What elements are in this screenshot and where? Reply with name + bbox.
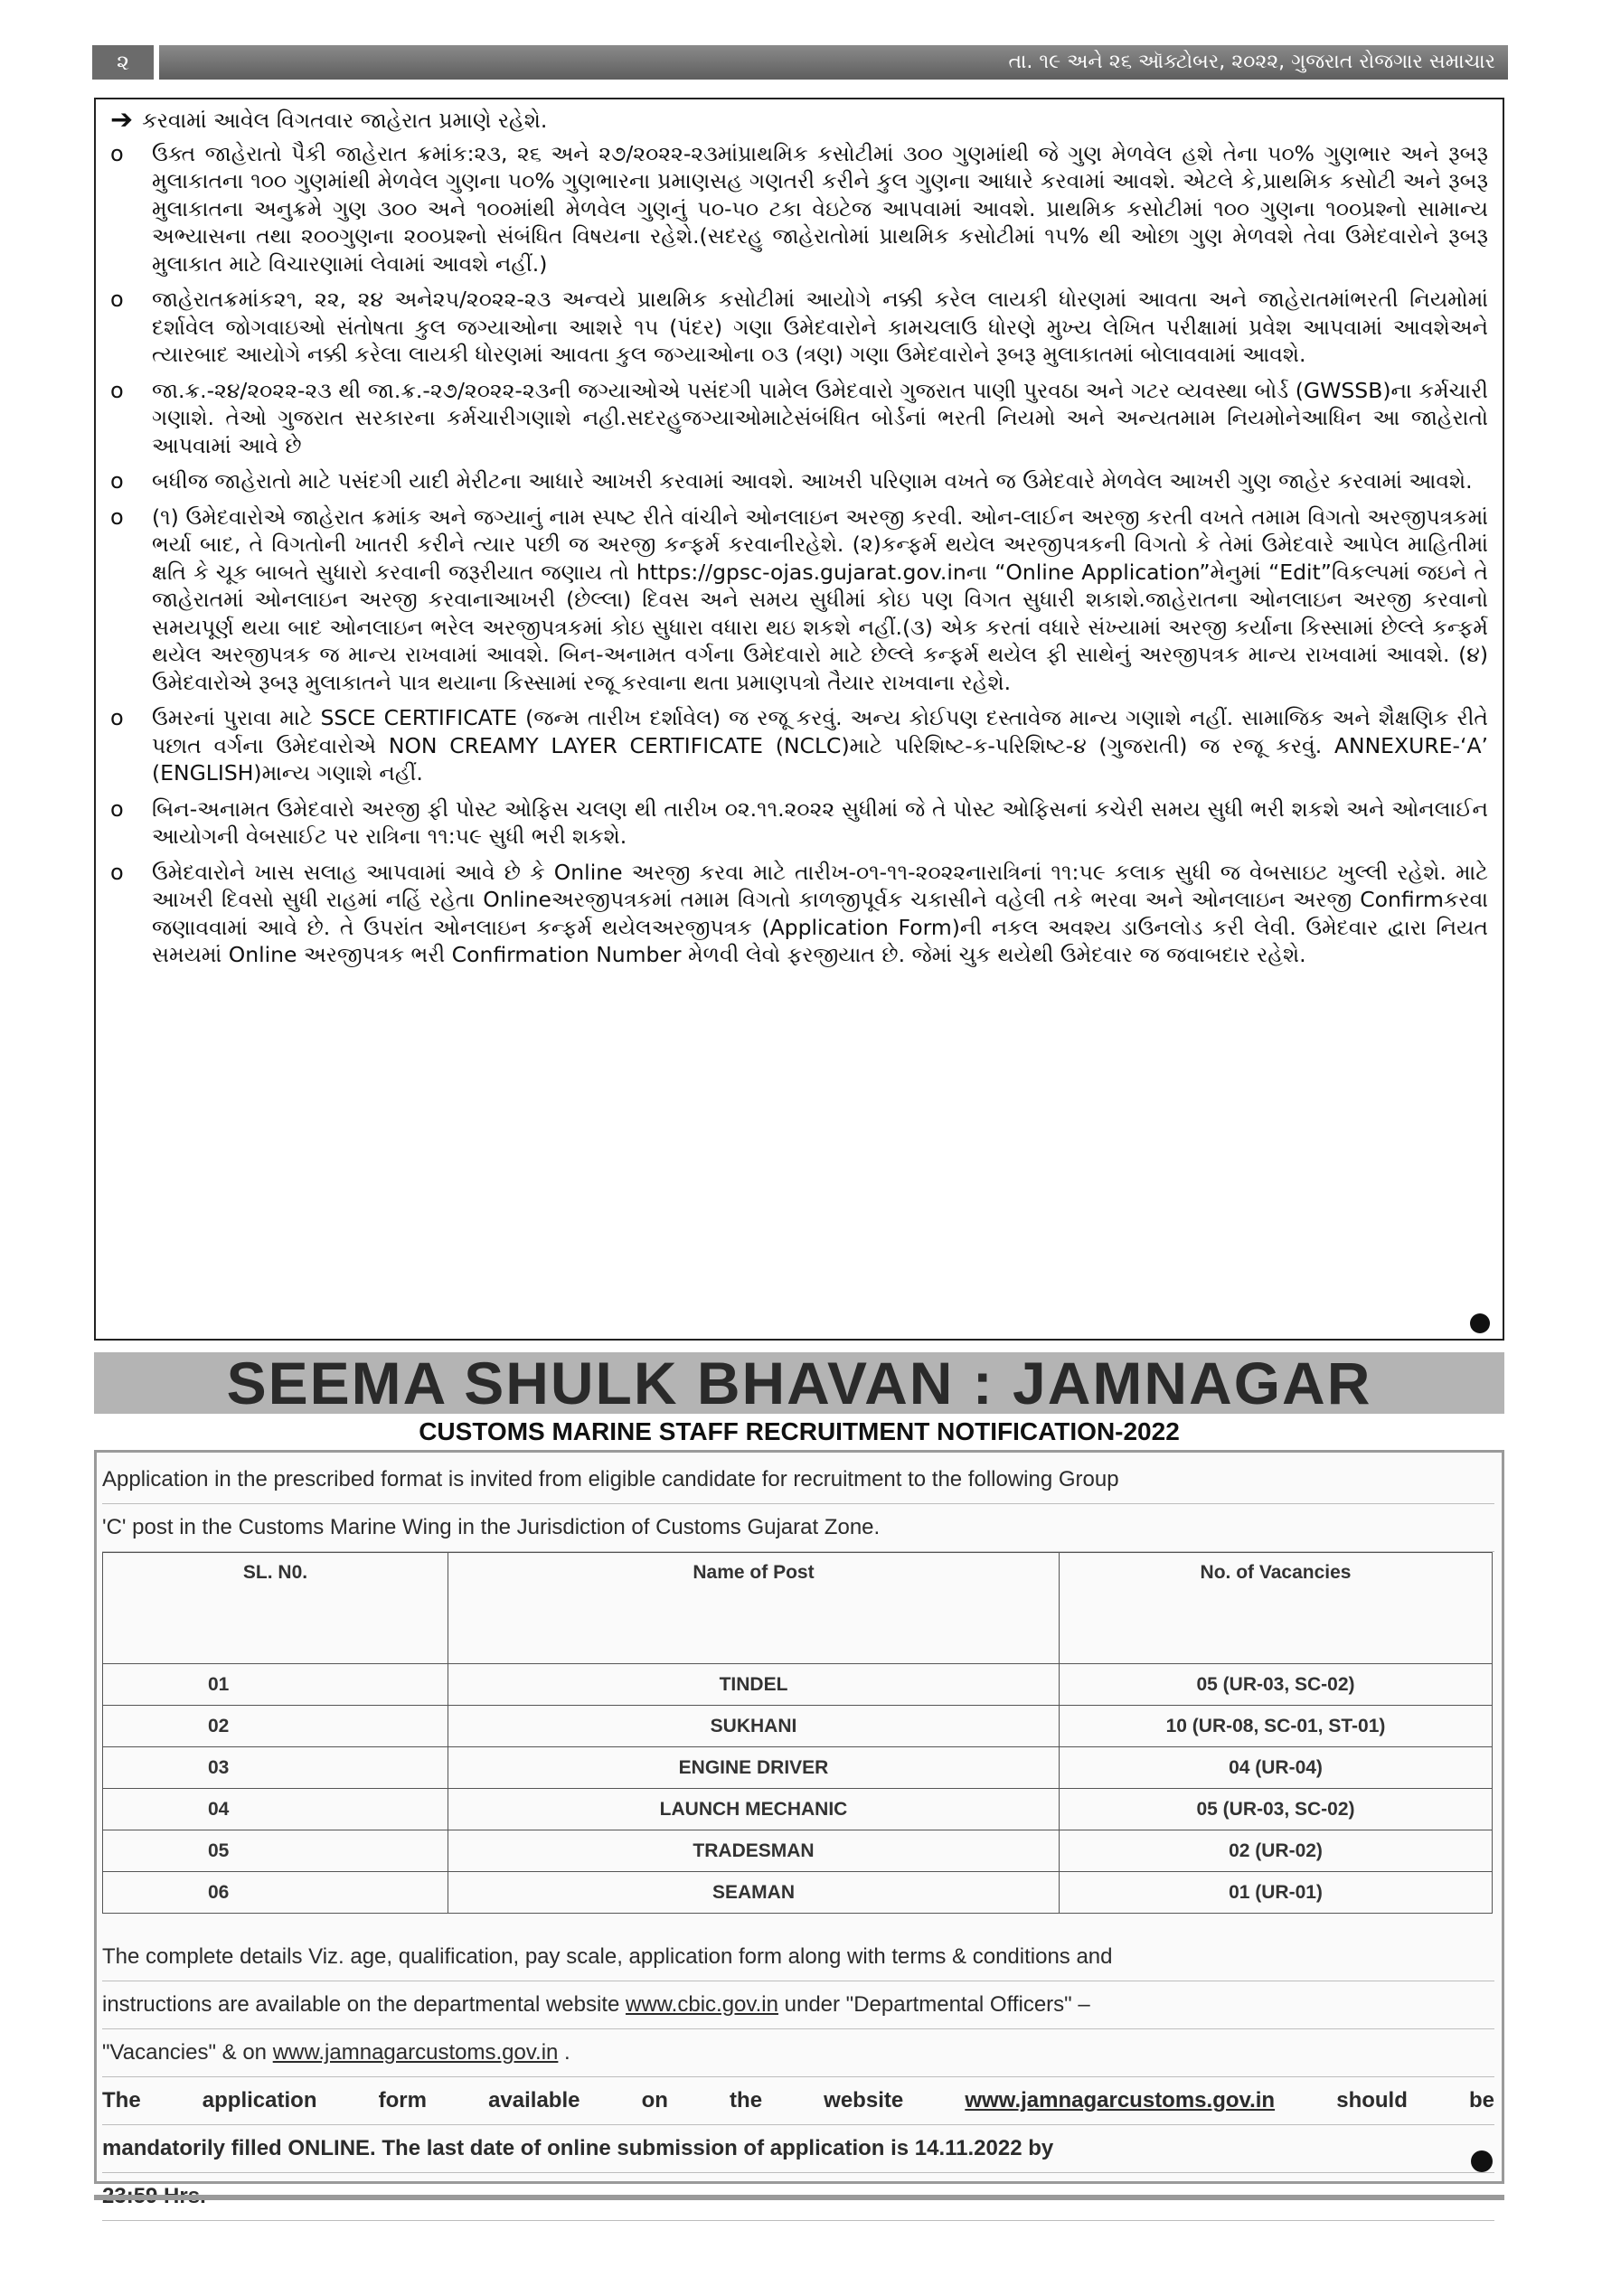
cell-post: TINDEL [448, 1664, 1060, 1706]
header-post-name: Name of Post [448, 1553, 1060, 1664]
list-item-text: ઉમેદવારોને ખાસ સલાહ આપવામાં આવે છે કે Online અરજી કરવા માટે તારીખ-૦૧-૧૧-૨૦૨૨નારાત્રિનાં ૧૧:૫૯ કલાક સુધી જ વેબસાઇટ ખુલ્લી રહેશે. માટે આખરી દિવસો સુધી રાહમાં નહિં રહેતા Onlineઅરજીપત્રકમાં તમામ વિગતો કાળજીપૂર્વક ચકાસીને વહેલી તકે ભરવા અને ઓનલાઇન અરજી Confirmકરવા જણાવવામાં આવે છે. તે ઉપરાંત ઓનલાઇન કન્ફર્મ થયેલઅરજીપત્રક (Application Form)ની નકલ અવશ્ય ડાઉનલોડ કરી લેવી. ઉમેદવાર દ્વારા નિયત સમયમાં Online અરજીપત્રક ભરી Confirmation Number મેળવી લેવો ફરજીયાત છે. જેમાં ચુક થયેથી ઉમેદવાર જ જવાબદાર રહેશે. [152, 859, 1488, 967]
intro-text: કરવામાં આવેલ વિગતવાર જાહેરાત પ્રમાણે રહેશે. [142, 108, 548, 133]
footer-text: should be [1275, 2088, 1495, 2113]
instruction-list [110, 140, 1488, 969]
page-number: ૨ [92, 45, 154, 80]
bottom-rule [94, 2195, 1504, 2200]
cell-sl: 03 [103, 1747, 448, 1789]
end-marker-dot [1470, 1313, 1490, 1333]
table-row [103, 1789, 1493, 1830]
table-header-row [103, 1553, 1493, 1664]
table-row [103, 1706, 1493, 1747]
bullet-mark: o [110, 705, 124, 730]
gujarati-instructions-box [94, 98, 1504, 1341]
cell-vacancies: 01 (UR-01) [1060, 1872, 1493, 1914]
intro-line [110, 104, 1488, 136]
list-item [110, 859, 1488, 969]
banner-title: SEEMA SHULK BHAVAN : JAMNAGAR [94, 1352, 1504, 1414]
bullet-mark: o [110, 140, 124, 166]
header-sl-no: SL. N0. [103, 1553, 448, 1664]
intro-line-1: Application in the prescribed format is invited from eligible candidate for recruitment to the following Group [102, 1456, 1494, 1504]
intro-line-2: 'C' post in the Customs Marine Wing in the Jurisdiction of Customs Gujarat Zone. [102, 1504, 1494, 1552]
cell-sl: 06 [103, 1872, 448, 1914]
bullet-mark: o [110, 795, 124, 822]
cell-post: LAUNCH MECHANIC [448, 1789, 1060, 1830]
list-item [110, 286, 1488, 369]
jamnagar-customs-link[interactable]: www.jamnagarcustoms.gov.in [272, 2040, 559, 2065]
list-item [110, 377, 1488, 460]
list-item-text: બિન-અનામત ઉમેદવારો અરજી ફી પોસ્ટ ઓફિસ ચલણ થી તારીખ ૦૨.૧૧.૨૦૨૨ સુધીમાં જે તે પોસ્ટ ઓફિસનાં કચેરી સમય સુધી ભરી શકશે અને ઓનલાઈન આયોગની વેબસાઈટ પર રાત્રિના ૧૧:૫૯ સુધી ભરી શકશે. [152, 795, 1488, 849]
cbic-website-link[interactable]: www.cbic.gov.in [626, 1992, 778, 2017]
table-row [103, 1872, 1493, 1914]
table-row [103, 1664, 1493, 1706]
bullet-mark: o [110, 859, 124, 885]
running-header: તા. ૧૯ અને ૨૬ ઑક્ટોબર, ૨૦૨૨, ગુજરાત રોજગાર સમાચાર [159, 45, 1508, 80]
footer-text: "Vacancies" & on [102, 2040, 273, 2065]
cell-post: SUKHANI [448, 1706, 1060, 1747]
cell-sl: 02 [103, 1706, 448, 1747]
cell-post: TRADESMAN [448, 1830, 1060, 1872]
list-item [110, 795, 1488, 851]
cell-sl: 01 [103, 1664, 448, 1706]
bullet-mark: o [110, 287, 124, 312]
end-marker-dot [1471, 2150, 1493, 2172]
footer-text: The application form available on the website [102, 2088, 966, 2113]
arrow-icon: ➔ [110, 104, 134, 136]
list-item-text: ઉક્ત જાહેરાતો પૈકી જાહેરાત ક્રમાંક:૨૩, ૨૬ અને ૨૭/૨૦૨૨-૨૩માંપ્રાથમિક કસોટીમાં ૩૦૦ ગુણમાંથી જે ગુણ મેળવેલ હશે તેના ૫૦% ગુણભાર અને રૂબરૂ મુલાકાતના ૧૦૦ ગુણમાંથી મેળવેલ ગુણના ૫૦% ગુણભારના પ્રમાણસહ ગણતરી કરીને કુલ ગુણના આધારે કરવામાં આવશે. એટલે કે,પ્રાથમિક કસોટી અને રૂબરૂ મુલાકાતના અનુક્રમે ગુણ ૩૦૦ અને ૧૦૦માંથી મેળવેલ ગુણનું ૫૦-૫૦ ટકા વેઇટેજ આપવામાં આવશે. પ્રાથમિક કસોટીમાં ૧૦૦ ગુણના ૧૦૦પ્રશ્નો સામાન્ય અભ્યાસના તથા ૨૦૦ગુણના ૨૦૦પ્રશ્નો સંબંધિત વિષયના રહેશે.(સદરહુ જાહેરાતોમાં પ્રાથમિક કસોટીમાં ૧૫% થી ઓછા ગુણ મેળવશે તેવા ઉમેદવારોને રૂબરૂ મુલાકાત માટે વિચારણામાં લેવામાં આવશે નહીં.) [152, 140, 1488, 277]
footer-line-2 [102, 1981, 1494, 2029]
header-vacancies: No. of Vacancies [1060, 1553, 1493, 1664]
notice-intro [102, 1456, 1494, 1552]
list-item [110, 140, 1488, 278]
cell-sl: 04 [103, 1789, 448, 1830]
footer-line-5: mandatorily filled ONLINE. The last date of online submission of application is 14.11.2022 by [102, 2125, 1494, 2173]
list-item [110, 467, 1488, 495]
bullet-mark: o [110, 503, 124, 530]
notification-subtitle: CUSTOMS MARINE STAFF RECRUITMENT NOTIFICATION-2022 [419, 1417, 1180, 1445]
footer-line-4 [102, 2077, 1494, 2125]
list-item-text: જાહેરાતક્રમાંક૨૧, ૨૨, ૨૪ અને૨૫/૨૦૨૨-૨૩ અન્વયે પ્રાથમિક કસોટીમાં આયોગે નક્કી કરેલ લાયકી ધોરણમાં આવતા અને જાહેરાતમાંભરતી નિયમોમાં દર્શાવેલ જોગવાઇઓ સંતોષતા કુલ જગ્યાઓના આશરે ૧૫ (પંદર) ગણા ઉમેદવારોને કામચલાઉ ધોરણે મુખ્ય લેખિત પરીક્ષામાં પ્રવેશ આપવામાં આવશેઅને ત્યારબાદ આયોગે નક્કી કરેલા લાયકી ધોરણમાં આવતા કુલ જગ્યાઓના ૦૩ (ત્રણ) ગણા ઉમેદવારોને રૂબરૂ મુલાકાતમાં બોલાવવામાં આવશે. [152, 287, 1488, 367]
list-item-text: ઉમરનાં પુરાવા માટે SSCE CERTIFICATE (જન્મ તારીખ દર્શાવેલ) જ રજૂ કરવું. અન્ય કોઈપણ દસ્તાવેજ માન્ય ગણાશે નહીં. સામાજિક અને શૈક્ષણિક રીતે પછાત વર્ગના ઉમેદવારોએ NON CREAMY LAYER CERTIFICATE (NCLC)માટે પરિશિષ્ટ-ક-પરિશિષ્ટ-૪ (ગુજરાતી) જ રજૂ કરવું. ANNEXURE-‘A’ (ENGLISH)માન્ય ગણાશે નહીં. [152, 705, 1488, 786]
table-row [103, 1747, 1493, 1789]
bullet-mark: o [110, 468, 124, 494]
cell-sl: 05 [103, 1830, 448, 1872]
cell-vacancies: 10 (UR-08, SC-01, ST-01) [1060, 1706, 1493, 1747]
footer-line-1: The complete details Viz. age, qualification, pay scale, application form along with terms & conditions and [102, 1934, 1494, 1981]
cell-vacancies: 05 (UR-03, SC-02) [1060, 1664, 1493, 1706]
footer-text: instructions are available on the departmental website [102, 1992, 626, 2017]
list-item-text: જા.ક્ર.-૨૪/૨૦૨૨-૨૩ થી જા.ક્ર.-૨૭/૨૦૨૨-૨૩ની જગ્યાઓએ પસંદગી પામેલ ઉમેદવારો ગુજરાત પાણી પુરવઠા અને ગટર વ્યવસ્થા બોર્ડ (GWSSB)ના કર્મચારી ગણાશે. તેઓ ગુજરાત સરકારના કર્મચારીગણાશે નહી.સદરહુજગ્યાઓમાટેસંબંધિત બોર્ડનાં ભરતી નિયમો અને અન્યતમામ નિયમોનેઆધિન આ જાહેરાતો આપવામાં આવે છે [152, 377, 1488, 458]
footer-text: under "Departmental Officers" – [777, 1992, 1090, 2017]
cell-post: ENGINE DRIVER [448, 1747, 1060, 1789]
footer-line-3 [102, 2029, 1494, 2077]
list-item [110, 503, 1488, 697]
customs-notice [94, 1450, 1504, 2184]
cell-vacancies: 04 (UR-04) [1060, 1747, 1493, 1789]
jamnagar-customs-link[interactable]: www.jamnagarcustoms.gov.in [965, 2088, 1276, 2113]
cell-post: SEAMAN [448, 1872, 1060, 1914]
notice-footer [102, 1934, 1494, 2221]
list-item [110, 704, 1488, 787]
list-item-text: (૧) ઉમેદવારોએ જાહેરાત ક્રમાંક અને જગ્યાનું નામ સ્પષ્ટ રીતે વાંચીને ઓનલાઇન અરજી કરવી. ઓન-લાઈન અરજી કરતી વખતે તમામ વિગતો અરજીપત્રકમાં ભર્યા બાદ, તે વિગતોની ખાતરી કરીને ત્યાર પછી જ અરજી કન્ફર્મ કરવાનીરહેશે. (૨)કન્ફર્મ થયેલ અરજીપત્રકની વિગતો કે તેમાં ઉમેદવારે આપેલ માહિતીમાં ક્ષતિ કે ચૂક બાબતે સુધારો કરવાની જરૂરીયાત જણાય તો https://gpsc-ojas.gujarat.gov.inના “Online Application”મેનુમાં “Edit”વિકલ્પમાં જઇને તે જાહેરાતમાં ઓનલાઇન અરજી કરવાનાઆખરી (છેલ્લા) દિવસ અને સમય સુધીમાં કોઇ પણ વિગત સુધારી શકાશે.જાહેરાતના ઓનલાઇન અરજી કરવાનો સમયપૂર્ણ થયા બાદ ઓનલાઇન ભરેલ અરજીપત્રકમાં કોઇ સુધારા વધારા થઇ શકશે નહીં.(૩) એક કરતાં વધારે સંખ્યામાં અરજી કર્યાના કિસ્સામાં છેલ્લે કન્ફર્મ થયેલ અરજીપત્રક જ માન્ય રાખવામાં આવશે. બિન-અનામત વર્ગના ઉમેદવારો માટે છેલ્લે કન્ફર્મ થયેલ ફી સાથેનું અરજીપત્રક માન્ય રાખવામાં આવશે. (૪) ઉમેદવારોએ રૂબરૂ મુલાકાતને પાત્ર થયાના કિસ્સામાં રજૂ કરવાના થતા પ્રમાણપત્રો તૈયાર રાખવાના રહેશે. [152, 503, 1488, 695]
cell-vacancies: 05 (UR-03, SC-02) [1060, 1789, 1493, 1830]
list-item-text: બધીજ જાહેરાતો માટે પસંદગી યાદી મેરીટના આધારે આખરી કરવામાં આવશે. આખરી પરિણામ વખતે જ ઉમેદવારે મેળવેલ આખરી ગુણ જાહેર કરવામાં આવશે. [152, 468, 1473, 494]
table-row [103, 1830, 1493, 1872]
bullet-mark: o [110, 377, 124, 403]
footer-text: . [558, 2040, 570, 2065]
cell-vacancies: 02 (UR-02) [1060, 1830, 1493, 1872]
vacancy-table [102, 1552, 1493, 1914]
